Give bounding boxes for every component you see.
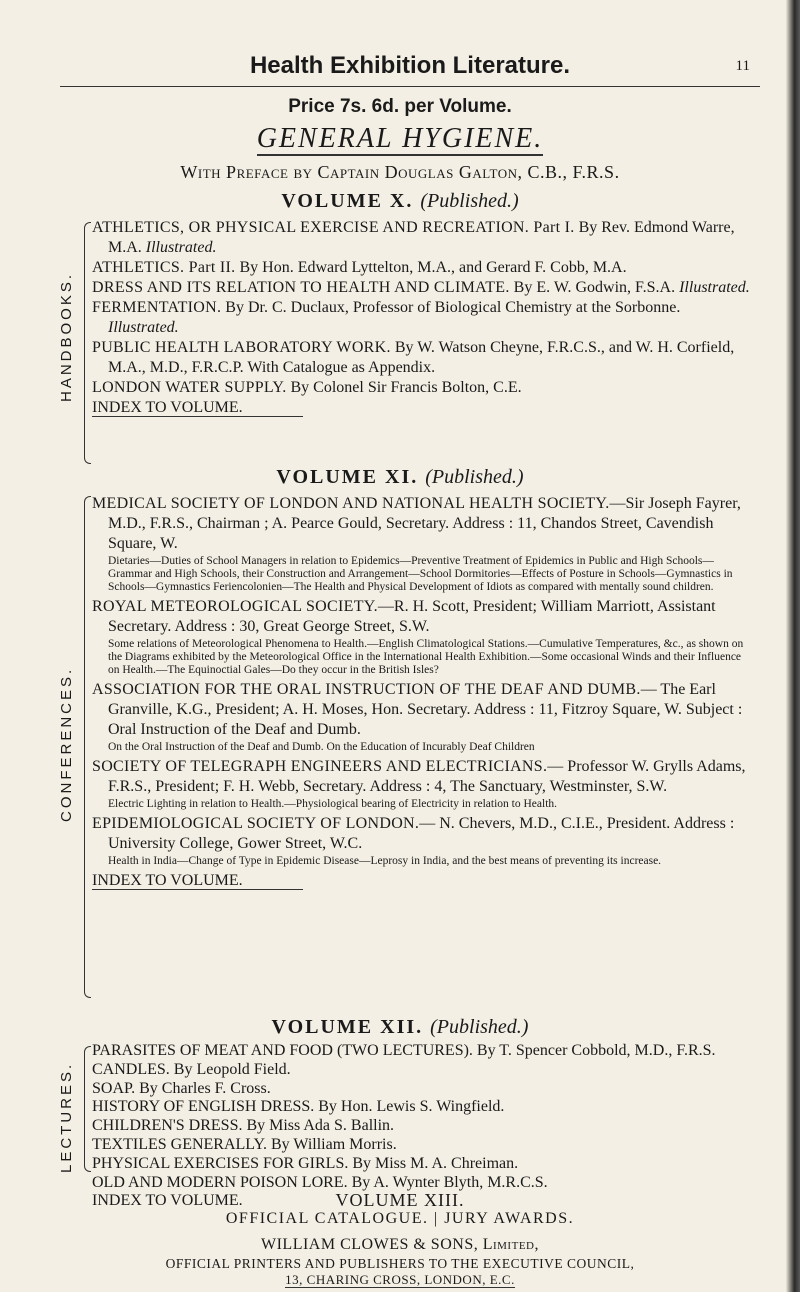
brace-lectures — [84, 1046, 91, 1172]
publisher-office: OFFICIAL PRINTERS AND PUBLISHERS TO THE EXECUTIVE COUNCIL, — [165, 1256, 635, 1271]
volume-x-title: VOLUME X. — [281, 190, 414, 212]
volume-xiii-title: VOLUME XIII. — [335, 1190, 465, 1210]
list-item: PARASITES OF MEAT AND FOOD (TWO LECTURES). By T. Spencer Cobbold, M.D., F.R.S. — [92, 1042, 716, 1059]
side-label-conferences: CONFERENCES. — [58, 666, 75, 822]
volume-xi-title: VOLUME XI. — [276, 466, 419, 488]
volume-xi-entries — [92, 494, 752, 891]
list-item: SOAP. By Charles F. Cross. — [92, 1079, 271, 1097]
index-line: INDEX TO VOLUME. — [92, 1192, 243, 1210]
list-item: ATHLETICS, OR PHYSICAL EXERCISE AND RECREATION. Part I. By Rev. Edmond Warre, M.A. Illustrated. — [92, 219, 735, 256]
publisher-limited: Limited, — [482, 1236, 539, 1253]
side-label-lectures: LECTURES. — [58, 1061, 75, 1174]
index-line: INDEX TO VOLUME. — [92, 398, 752, 418]
running-header — [60, 52, 760, 80]
brace-handbooks — [84, 222, 91, 464]
volume-xii-heading — [0, 1016, 800, 1039]
series-title — [0, 123, 800, 155]
list-item: ASSOCIATION FOR THE ORAL INSTRUCTION OF THE DEAF AND DUMB.— The Earl Granville, K.G., President; A. H. Moses, Hon. Secretary. Address : 11, Fitzroy Square, W. Subject : Oral Instruction of the Deaf and Dumb. On the Oral Instruction of the Deaf and Dumb. On the Education of Incurably Deaf Children — [92, 681, 743, 753]
volume-xi-heading — [0, 466, 800, 489]
side-label-handbooks: HANDBOOKS. — [58, 271, 75, 403]
volume-x-status: (Published.) — [420, 190, 519, 212]
price-line: Price 7s. 6d. per Volume. — [288, 96, 512, 117]
page-number: 11 — [735, 58, 750, 74]
list-item: DRESS AND ITS RELATION TO HEALTH AND CLIMATE. By E. W. Godwin, F.S.A. Illustrated. — [92, 279, 750, 296]
list-item: PHYSICAL EXERCISES FOR GIRLS. By Miss M. A. Chreiman. — [92, 1154, 519, 1172]
list-item: EPIDEMIOLOGICAL SOCIETY OF LONDON.— N. Chevers, M.D., C.I.E., President. Address : University College, Gower Street, W.C. Health in India—Change of Type in Epidemic Disease—Leprosy in India, and the best means of preventing its increase. — [92, 815, 735, 867]
list-item: CHILDREN'S DRESS. By Miss Ada S. Ballin. — [92, 1117, 395, 1135]
series-title-text: GENERAL HYGIENE. — [256, 123, 544, 154]
list-item: TEXTILES GENERALLY. By William Morris. — [92, 1135, 397, 1153]
page-title: Health Exhibition Literature. — [249, 52, 571, 79]
list-item: PUBLIC HEALTH LABORATORY WORK. By W. Watson Cheyne, F.R.C.S., and W. H. Corfield, M.A., M.D., F.R.C.P. With Catalogue as Appendix. — [92, 339, 735, 376]
preface-line: With Preface by Captain Douglas Galton, C.B., F.R.S. — [180, 162, 620, 182]
volume-xii-title: VOLUME XII. — [271, 1016, 424, 1038]
volume-xii-status: (Published.) — [430, 1016, 529, 1038]
list-item: OLD AND MODERN POISON LORE. By A. Wynter Blyth, M.R.C.S. — [92, 1173, 548, 1191]
volume-x-entries — [92, 218, 752, 418]
list-item: HISTORY OF ENGLISH DRESS. By Hon. Lewis S. Wingfield. — [92, 1098, 505, 1116]
list-item: SOCIETY OF TELEGRAPH ENGINEERS AND ELECTRICIANS.— Professor W. Grylls Adams, F.R.S., President; F. H. Webb, Secretary. Address : 4, The Sanctuary, Westminster, S.W. Electric Lighting in relation to Health.—Physiological bearing of Electricity in relation to Health. — [92, 758, 746, 810]
volume-xii-entries — [92, 1042, 752, 1211]
publisher-name — [0, 1236, 800, 1254]
list-item: FERMENTATION. By Dr. C. Duclaux, Professor of Biological Chemistry at the Sorbonne. Illustrated. — [92, 299, 681, 336]
index-line: INDEX TO VOLUME. — [92, 871, 752, 891]
list-item: CANDLES. By Leopold Field. — [92, 1060, 291, 1078]
volume-xiii-catalogue: OFFICIAL CATALOGUE. | JURY AWARDS. — [225, 1210, 575, 1227]
header-rule — [60, 86, 760, 87]
list-item: ATHLETICS. Part II. By Hon. Edward Lyttelton, M.A., and Gerard F. Cobb, M.A. — [92, 259, 627, 276]
list-item: ROYAL METEOROLOGICAL SOCIETY.—R. H. Scott, President; William Marriott, Assistant Secretary. Address : 30, Great George Street, S.W. Some relations of Meteorological Phenomena to Health.—English Climatological Stations.—Cumulative Temperatures, &c., as shown on the Diagrams exhibited by the Meteorological Office in the International Health Exhibition.—Some occasional Winds and their Influence on Health.—The Equinoctial Gales—Do they occur in the British Isles? — [92, 598, 744, 676]
volume-x-heading — [0, 190, 800, 213]
volume-xi-status: (Published.) — [425, 466, 524, 488]
publisher-name-text: WILLIAM CLOWES & SONS, — [261, 1236, 479, 1253]
brace-conferences — [84, 496, 91, 998]
list-item: MEDICAL SOCIETY OF LONDON AND NATIONAL HEALTH SOCIETY.—Sir Joseph Fayrer, M.D., F.R.S., Chairman ; A. Pearce Gould, Secretary. Address : 11, Chandos Street, Cavendish Square, W. Dietaries—Duties of School Managers in relation to Epidemics—Preventive Treatment of Epidemics in Public and High Schools—Grammar and High Schools, their Construction and Arrangement—School Dormitories—Effects of Posture in Schools—Gymnastics in Schools—Gymnastics Feriencolonien—The Health and Physical Development of Idiots as compared with mentally sound children. — [92, 495, 741, 593]
publisher-address — [0, 1272, 800, 1288]
list-item: LONDON WATER SUPPLY. By Colonel Sir Francis Bolton, C.E. — [92, 379, 522, 396]
publisher-address-text: 13, CHARING CROSS, LONDON, E.C. — [285, 1272, 515, 1287]
